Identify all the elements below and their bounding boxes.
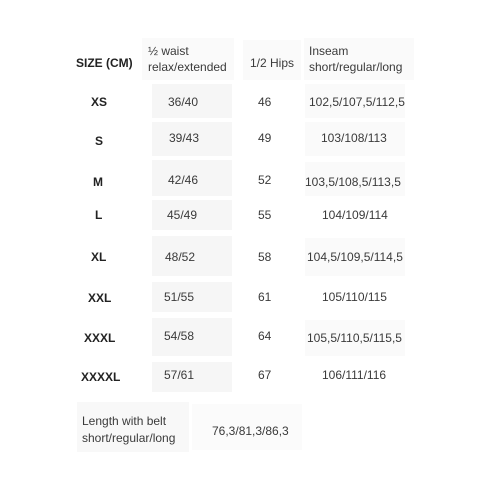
hips-value: 49 <box>258 131 272 145</box>
size-label: XXXL <box>84 331 116 345</box>
hips-value: 64 <box>258 329 272 343</box>
hips-value: 58 <box>258 250 272 264</box>
waist-value: 48/52 <box>165 250 196 264</box>
footer-value: 76,3/81,3/86,3 <box>212 424 289 438</box>
waist-value: 36/40 <box>168 95 199 109</box>
inseam-value: 105/110/115 <box>322 290 387 304</box>
waist-value: 39/43 <box>169 131 200 145</box>
hips-value: 52 <box>258 173 272 187</box>
inseam-value: 104/109/114 <box>322 208 388 222</box>
inseam-value: 106/111/116 <box>322 368 387 382</box>
header-waist-line2: relax/extended <box>148 60 227 74</box>
hips-value: 61 <box>258 290 272 304</box>
waist-value: 45/49 <box>167 208 198 222</box>
header-waist-line1: ½ waist <box>148 44 189 58</box>
hips-value: 46 <box>258 95 272 109</box>
waist-value: 54/58 <box>164 329 195 343</box>
hips-value: 67 <box>258 368 272 382</box>
waist-value: 42/46 <box>168 173 199 187</box>
size-label: S <box>95 134 104 148</box>
inseam-value: 105,5/110,5/115,5 <box>307 331 402 345</box>
inseam-value: 103/108/113 <box>321 131 387 145</box>
size-label: XXL <box>88 291 112 305</box>
header-hips: 1/2 Hips <box>250 56 295 70</box>
waist-value: 57/61 <box>164 368 195 382</box>
size-label: M <box>93 175 103 189</box>
hips-value: 55 <box>258 208 272 222</box>
waist-value: 51/55 <box>164 290 195 304</box>
size-label: XL <box>91 250 107 264</box>
inseam-value: 102,5/107,5/112,5 <box>309 95 405 109</box>
header-inseam-line1: Inseam <box>309 44 349 58</box>
inseam-value: 104,5/109,5/114,5 <box>307 250 403 264</box>
size-label: L <box>95 208 103 222</box>
size-label: XS <box>91 95 108 109</box>
inseam-value: 103,5/108,5/113,5 <box>305 175 401 189</box>
footer-label-line1: Length with belt <box>82 414 167 428</box>
header-inseam-line2: short/regular/long <box>309 60 403 74</box>
header-size: SIZE (CM) <box>76 56 133 70</box>
footer-label-line2: short/regular/long <box>82 431 176 445</box>
size-label: XXXXL <box>81 370 121 384</box>
